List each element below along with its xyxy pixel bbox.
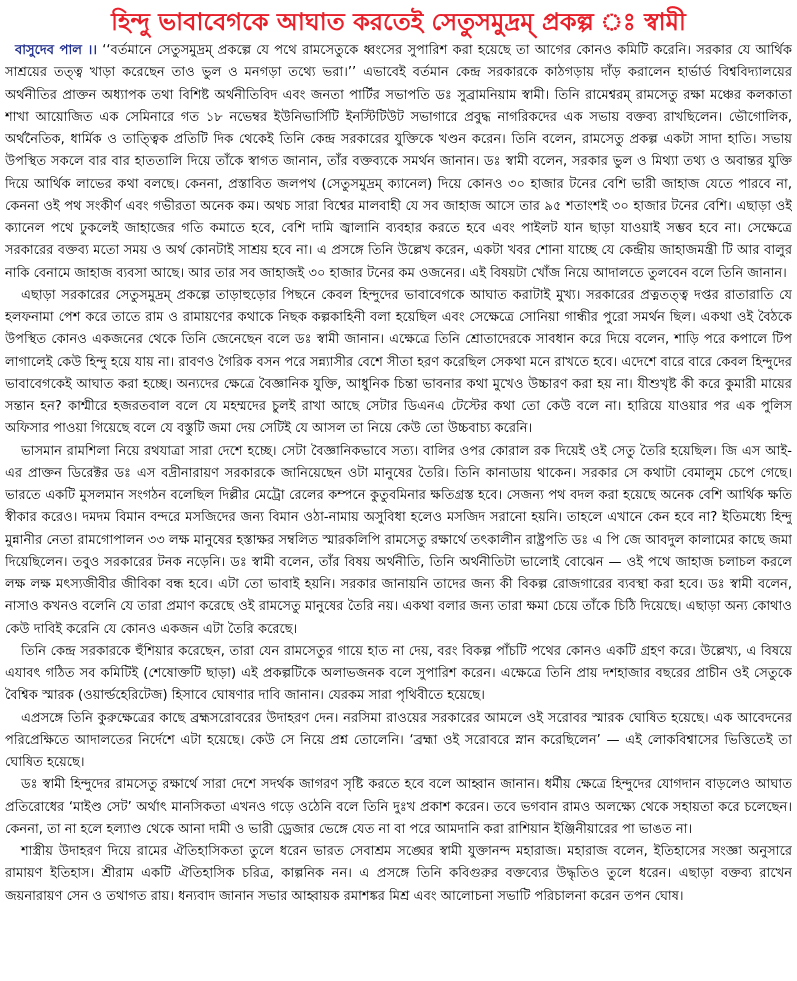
byline: বাসুদেব পাল ।। xyxy=(15,43,97,58)
paragraph-5: এপ্রসঙ্গে তিনি কুরুক্ষেত্রের কাছে ব্রহ্মসরোবরের উদাহরণ দেন। নরসিমা রাওয়ের সরকারের আমলে ওই সরোবর স্মারক ঘোষিত হয়েছে। এক আবেদনের পরিপ্রেক্ষিতে আদালতের নির্দেশে এটা হয়েছে। কেউ সে নিয়ে প্রশ্ন তোলেনি। ‘ব্রহ্মা ওই সরোবরে স্নান করেছিলেন’ — এই লোকবিশ্বাসের ভিত্তিতেই তা ঘোষিত হয়েছে। xyxy=(5,710,792,770)
article-body xyxy=(5,40,792,908)
lead-paragraph xyxy=(5,40,792,285)
paragraph-6: ডঃ স্বামী হিন্দুদের রামসেতু রক্ষার্থে সারা দেশে সদর্থক জাগরণ সৃষ্টি করতে হবে বলে আহ্বান জানান। ধর্মীয় ক্ষেত্রে হিন্দুদের যোগদান বাড়লেও আঘাত প্রতিরোধের ‘মাইণ্ড সেট’ অর্থাৎ মানসিকতা এখনও গড়ে ওঠেনি বলে তিনি দুঃখ প্রকাশ করেন। তবে ভগবান রামও অলক্ষ্যে থেকে সহায়তা করে চলেছেন। কেননা, তা না হলে হল্যাণ্ড থেকে আনা দামী ও ভারী ড্রেজার ভেঙ্গে যেত না বা পরে আমদানি করা রাশিয়ান ইঞ্জিনীয়ারের পা ভাঙত না। xyxy=(5,777,792,837)
paragraph-7: শাস্ত্রীয় উদাহরণ দিয়ে রামের ঐতিহাসিকতা তুলে ধরেন ভারত সেবাশ্রম সঙ্ঘের স্বামী যুক্তানন্দ মহারাজ। মহারাজ বলেন, ইতিহাসের সংজ্ঞা অনুসারে রামায়ণ ইতিহাস। শ্রীরাম একটি ঐতিহাসিক চরিত্র, কাল্পনিক নন। এ প্রসঙ্গে তিনি কবিগুরুর বক্তব্যের উদ্ধৃতিও তুলে ধরেন। এছাড়া বক্তব্য রাখেন জয়নারায়ণ সেন ও তথাগত রায়। ধন্যবাদ জানান সভার আহ্বায়ক রমাশঙ্কর মিশ্র এবং আলোচনা সভাটি পরিচালনা করেন তপন ঘোষ। xyxy=(5,844,792,904)
paragraph-4: তিনি কেন্দ্র সরকারকে হুঁশিয়ার করেছেন, তারা যেন রামসেতুর গায়ে হাত না দেয়, বরং বিকল্প পাঁচটি পথের কোনও একটি গ্রহণ করে। উল্লেখ্য, এ বিষয়ে এযাবৎ গঠিত সব কমিটিই (শেষোক্তটি ছাড়া) এই প্রকল্পটিকে অলাভজনক বলে সুপারিশ করেন। এক্ষেত্রে তিনি প্রায় দশহাজার বছরের প্রাচীন ওই সেতুকে বৈশ্বিক স্মারক (ওয়ার্ল্ডহেরিটেজ) হিসাবে ঘোষণার দাবি জানান। যেরকম সারা পৃথিবীতে হয়েছে। xyxy=(5,643,792,704)
article-headline: হিন্দু ভাবাবেগকে আঘাত করতেই সেতুসমুদ্রম্ প্রকল্প ঃ স্বামী xyxy=(111,8,686,36)
lead-paragraph-text: ‘‘বর্তমানে সেতুসমুদ্রম্ প্রকল্পে যে পথে রামসেতুকে ধ্বংসের সুপারিশ করা হয়েছে তা আগের কোনও কমিটি করেনি। সরকার যে আর্থিক সাশ্রয়ের তত্ত্ব খাড়া করেছেন তাও ভুল ও মনগড়া তথ্যে ভরা।’’ এভাবেই বর্তমান কেন্দ্র সরকারকে কাঠগড়ায় দাঁড় করালেন হার্ভার্ড বিশ্ববিদ্যালয়ের অর্থনীতির প্রাক্তন অধ্যাপক তথা বিশিষ্ট অর্থনীতিবিদ এবং জনতা পার্টির সভাপতি ডঃ সুব্রামনিয়াম স্বামী। তিনি রামেশ্বরম্ রামসেতু রক্ষা মঞ্চের কলকাতা শাখা আয়োজিত এক সেমিনারে গত ১৮ নভেম্বর ইউনিভার্সিটি ইনস্টিটিউট সভাগারে প্রবুদ্ধ নাগরিকদের এক সভায় বক্তব্য রাখছিলেন। ভৌগোলিক, অর্থনৈতিক, ধার্মিক ও তাত্ত্বিক প্রতিটি দিক থেকেই তিনি কেন্দ্র সরকারের যুক্তিকে খণ্ডন করেন। তিনি বলেন, রামসেতু প্রকল্প একটা সাদা হাতি। সভায় উপস্থিত সকলে বার বার হাততালি দিয়ে তাঁকে স্বাগত জানান, তাঁর বক্তব্যকে সমর্থন জানান। ডঃ স্বামী বলেন, সরকার ভুল ও মিথ্যা তথ্য ও অবান্তর যুক্তি দিয়ে আর্থিক লাভের কথা বলছে। কেননা, প্রস্তাবিত জলপথ (সেতুসমুদ্রম্ ক্যানেল) দিয়ে কোনও ৩০ হাজার টনের বেশি ভারী জাহাজ যেতে পারবে না, কেননা ওই পথ সংকীর্ণ এবং গভীরতা অনেক কম। অথচ সারা বিশ্বের মালবাহী যে সব জাহাজ আসে তার ৯৫ শতাংশই ৩০ হাজার টনের বেশি। এছাড়া ওই ক্যানেল পথে ঢুকলেই জাহাজের গতি কমাতে হবে, বেশি দামি জ্বালানি ব্যবহার করতে হবে এবং পাইলট যান ছাড়া যাওয়াই সম্ভব হবে না। সেক্ষেত্রে সরকারের বক্তব্য মতো সময় ও অর্থ কোনটাই সাশ্রয় হবে না। এ প্রসঙ্গে তিনি উল্লেখ করেন, একটা খবর শোনা যাচ্ছে যে কেন্দ্রীয় জাহাজমন্ত্রী টি আর বালুর নাকি বেনামে জাহাজ ব্যবসা আছে। আর তার সব জাহাজই ৩০ হাজার টনের কম ওজনের। এই বিষয়টা খোঁজ নিয়ে আদালতে তুলবেন বলে তিনি জানান। xyxy=(5,43,792,281)
paragraph-3: ভাসমান রামশিলা নিয়ে রথযাত্রা সারা দেশে হচ্ছে। সেটা বৈজ্ঞানিকভাবে সত্য। বালির ওপর কোরাল রক দিয়েই ওই সেতু তৈরি হয়েছিল। জি এস আই-এর প্রাক্তন ডিরেক্টর ডঃ এস বদ্রীনারায়ণ সরকারকে জানিয়েছেন ওটা মানুষের তৈরি। তিনি কানাডায় থাকেন। সরকার সে কথাটা বেমালুম চেপে গেছে। ভারতে একটি মুসলমান সংগঠন বলেছিল দিল্লীর মেট্রো রেলের কম্পনে কুতুবমিনার ক্ষতিগ্রস্ত হবে। সেজন্য পথ বদল করা হয়েছে অনেক বেশি আর্থিক ক্ষতি স্বীকার করেও। দমদম বিমান বন্দরে মসজিদের জন্য বিমান ওঠা-নামায় অসুবিধা হলেও মসজিদ সরানো হয়নি। তাহলে এখানে কেন হবে না? ইতিমধ্যে হিন্দু মুন্নানীর নেতা রামগোপালন ৩৩ লক্ষ মানুষের হস্তাক্ষর সম্বলিত স্মারকলিপি রামসেতু রক্ষার্থে তৎকালীন রাষ্ট্রপতি ডঃ এ পি জে আবদুল কালামের কাছে জমা দিয়েছিলেন। তবুও সরকারের টনক নড়েনি। ডঃ স্বামী বলেন, তাঁর বিষয় অর্থনীতি, তিনি অর্থনীতিটা ভালোই বোঝেন — ওই পথে জাহাজ চলাচল করলে লক্ষ লক্ষ মৎস্যজীবীর জীবিকা বন্ধ হবে। এটা তো ভাবাই হয়নি। সরকার জানায়নি তাদের জন্য কী বিকল্প রোজগারের ব্যবস্থা করা হবে। ডঃ স্বামী বলেন, নাসাও কখনও বলেনি যে তারা প্রমাণ করেছে ওই রামসেতু মানুষের তৈরি নয়। একথা বলার জন্য তারা ক্ষমা চেয়ে তাঁকে চিঠি দিয়েছে। এছাড়া অন্য কোথাও কেউ দাবিই করেনি যে কোনও একজন এটা তৈরি করেছে। xyxy=(5,443,792,637)
paragraph-2: এছাড়া সরকারের সেতুসমুদ্রম্ প্রকল্পে তাড়াহুড়োর পিছনে কেবল হিন্দুদের ভাবাবেগকে আঘাত করাটাই মুখ্য। সরকারের প্রত্নতত্ত্ব দপ্তর রাতারাতি যে হলফনামা পেশ করে তাতে রাম ও রামায়ণের কথাকে নিছক কল্পকাহিনী বলা হয়েছিল এবং সেক্ষেত্রে সোনিয়া গান্ধীর পুরো সমর্থন ছিল। একথা ওই বৈঠকে উপস্থিত কোনও একজনের থেকে তিনি জেনেছেন বলে ডঃ স্বামী জানান। এক্ষেত্রে তিনি শ্রোতাদেরকে সাবধান করে দিয়ে বলেন, শাড়ি পরে কপালে টিপ লাগালেই কেউ হিন্দু হয়ে যায় না। রাবণও গৈরিক বসন পরে সন্ন্যাসীর বেশে সীতা হরণ করেছিল সেকথা মনে রাখতে হবে। এদেশে বারে বারে কেবল হিন্দুদের ভাবাবেগকেই আঘাত করা হচ্ছে। অন্যদের ক্ষেত্রে বৈজ্ঞানিক যুক্তি, আধুনিক চিন্তা ভাবনার কথা মুখেও উচ্চারণ করা হয় না। যীশুখৃষ্ট কী করে কুমারী মায়ের সন্তান হন? কাশ্মীরে হজরতবাল বলে যে মহম্মদের চুলই রাখা আছে সেটার ডিএনএ টেস্টের কথা তো কেউ বলে না। হারিয়ে যাওয়ার পর এক পুলিস অফিসার পাওয়া গিয়েছে বলে যে বস্তুটি জমা দেয় সেটিই যে আসল তা নিয়ে কেউ তো উচ্চবাচ্য করেনি। xyxy=(5,287,792,437)
